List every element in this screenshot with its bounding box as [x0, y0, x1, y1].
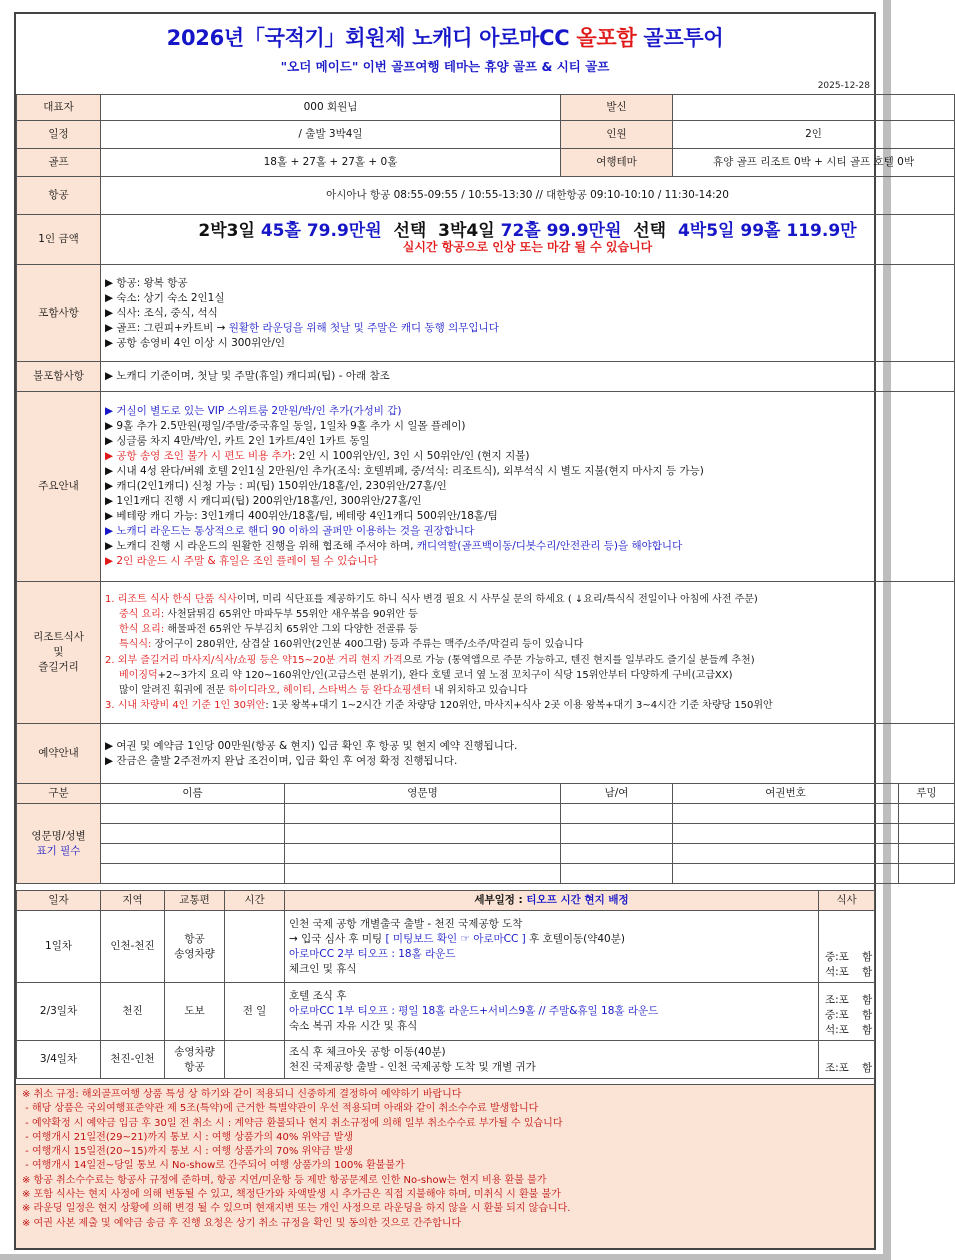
policy-line: ※ 포함 식사는 현지 사정에 의해 변동될 수 있고, 책정단가와 차액발생 시 추가금은 직접 지불해야 하며, 미취식 시 환불 불가	[22, 1189, 561, 1201]
included-golf-text: ▶ 골프: 그린피+카트비 →	[105, 321, 229, 334]
itin-detail	[285, 1041, 819, 1079]
resort-l7-text: 많이 알려진 훠궈에 전문	[119, 684, 229, 696]
air-value: 아시아나 항공 08:55-09:55 / 10:55-13:30 // 대한항공 09:10-10:10 / 11:30-14:20	[101, 177, 955, 215]
resort-l4-hl: 특식식:	[119, 639, 152, 651]
schedule-label: 일정	[17, 121, 101, 149]
row-schedule	[17, 121, 955, 149]
note-item	[105, 524, 950, 539]
itin-detail-text: 아로마CC 2부 티오프 : 18홀 라운드	[289, 947, 456, 960]
resort-line	[105, 622, 950, 637]
itin-detail-text: 인천 국제 공항 개별출국 출발 - 천진 국제공항 도착	[289, 917, 523, 930]
note-text: ▶ 시내 4성 완다/버웨 호텔 2인1실 2만원/인 추가(조식: 호텔뷔페, 중/석식: 리조트식), 외부석식 시 별도 지불(현지 마사지 등 가능)	[105, 465, 704, 477]
passport-rooming-field[interactable]	[899, 824, 955, 844]
passport-side-b: 표기 필수	[36, 844, 81, 857]
passport-number-field[interactable]	[673, 804, 899, 824]
resort-l1-text: 이며, 미리 식단표를 제공하기도 하니 식사 변경 필요 시 사무실 문의 하세요 ( ↓요리/특식식 전일이나 아침에 사전 주문)	[236, 593, 758, 605]
resort-line	[105, 607, 950, 622]
row-notes	[17, 392, 955, 582]
itin-meals	[819, 983, 875, 1041]
title-end: 골프투어	[643, 26, 724, 50]
passport-number-field[interactable]	[673, 844, 899, 864]
note-item	[105, 419, 950, 434]
passport-gender-field[interactable]	[561, 844, 673, 864]
included-list	[101, 265, 955, 362]
itin-time	[225, 1041, 285, 1079]
note-text: ▶ 베테랑 캐디 가능: 3인1캐디 400위안/18홀/팀, 베테랑 4인1캐디 500위안/18홀/팀	[105, 510, 498, 522]
resort-line	[105, 592, 950, 607]
itin-header-region: 지역	[101, 891, 165, 911]
itinerary-table	[16, 890, 875, 1079]
itin-header-transport: 교통편	[165, 891, 225, 911]
row-resort	[17, 582, 955, 724]
itin-detail-line	[289, 932, 814, 947]
notes-list	[101, 392, 955, 582]
passport-header-rooming: 루밍	[899, 784, 955, 804]
note-item	[105, 554, 950, 569]
resort-line	[105, 683, 950, 698]
resort-label-line: 리조트식사	[33, 631, 84, 643]
included-item: ▶ 식사: 조식, 중식, 석식	[105, 306, 218, 319]
policy-line: ※ 취소 규정: 해외골프여행 상품 특성 상 하기와 같이 적용되니 신중하게 결정하여 예약하기 바랍니다	[22, 1089, 462, 1100]
policy-line: - 여행개시 15일전(20~15)까지 통보 시 : 여행 상품가의 70% 위약금 발생	[22, 1146, 354, 1158]
itin-detail-text: 조식 후 체크아웃 공항 이동(40분)	[289, 1045, 446, 1058]
resort-l2-hl: 중식 요리:	[119, 608, 165, 620]
resort-line	[105, 653, 950, 668]
excluded-text: ▶ 노캐디 기준이며, 첫날 및 주말(휴일) 캐디피(팁) - 아래 참조	[101, 362, 955, 392]
notes-label: 주요안내	[17, 392, 101, 582]
policy-line: ※ 여권 사본 제출 및 예약금 송금 후 진행 요청은 상기 취소 규정을 확인 및 동의한 것으로 간주합니다	[22, 1217, 462, 1229]
itin-detail	[285, 983, 819, 1041]
itin-transport	[165, 1041, 225, 1079]
row-price	[17, 215, 955, 265]
resort-l8-hl: 3. 시내 차량비 4인 기준 1인 30위안	[105, 700, 266, 712]
itin-meal-item: 중:포 함	[825, 951, 873, 963]
price-option-1-nights: 2박3일	[198, 221, 255, 241]
passport-english-field[interactable]	[285, 864, 561, 884]
price-cell	[101, 215, 955, 265]
resort-l7-end: 내 위치하고 있습니다	[430, 684, 528, 696]
note-text: ▶ 1인1캐디 진행 시 캐디피(팁) 200위안/18홀/인, 300위안/27홀/인	[105, 495, 422, 507]
theme-value: 휴양 골프 리조트 0박 + 시티 골프 호텔 0박	[673, 149, 955, 177]
passport-header-passport: 여권번호	[673, 784, 899, 804]
note-item	[105, 509, 950, 524]
doc-subtitle: "오더 메이드" 이번 골프여행 테마는 휴양 골프 & 시티 골프	[280, 59, 610, 74]
itin-detail-line	[289, 1060, 814, 1075]
itin-detail-line	[289, 917, 814, 932]
passport-rooming-field[interactable]	[899, 864, 955, 884]
itin-transport-item: 도보	[184, 1005, 205, 1017]
resort-line	[105, 637, 950, 652]
passport-header-english: 영문명	[285, 784, 561, 804]
itin-transport	[165, 983, 225, 1041]
people-label: 인원	[561, 121, 673, 149]
included-item: ▶ 공항 송영비 4인 이상 시 300위안/인	[105, 336, 286, 349]
itin-detail-text: 체크인 및 휴식	[289, 962, 357, 975]
itin-detail-text-end: 후 호텔이동(약40분)	[525, 932, 625, 945]
itin-header-detail-note: 티오프 시간 현지 배정	[526, 894, 629, 906]
note-text: ▶ 2인 라운드 시 주말 & 휴일은 조인 플레이 될 수 있습니다	[105, 555, 378, 567]
passport-header-type: 구분	[17, 784, 101, 804]
resort-l2-text: 사천닭튀김 65위안 마파두부 55위안 새우볶음 90위안 등	[164, 608, 418, 620]
itin-header-detail-text: 세부일정 :	[474, 894, 527, 906]
itin-detail-line	[289, 1019, 814, 1034]
itin-transport	[165, 911, 225, 983]
rep-label: 대표자	[17, 95, 101, 121]
passport-rooming-field[interactable]	[899, 844, 955, 864]
policy-line: ※ 항공 취소수수료는 항공사 규정에 준하며, 항공 지연/미운항 등 제반 항공문제로 인한 No-show는 현지 비용 환불 불가	[22, 1174, 547, 1186]
passport-name-field[interactable]	[101, 824, 285, 844]
included-item	[105, 321, 950, 336]
note-text: ▶ 싱글룸 차지 4만/박/인, 카트 2인 1카트/4인 1카트 동일	[105, 435, 370, 447]
row-golf	[17, 149, 955, 177]
itin-detail-line	[289, 989, 814, 1004]
resort-l7-hl: 하이디라오, 헤이티, 스타벅스 등 완다쇼핑센터	[228, 684, 431, 696]
policy-line: - 여행개시 14일전~당일 통보 시 No-show로 간주되어 여행 상품가의 100% 환불불가	[22, 1160, 405, 1172]
itin-day: 1일차	[17, 911, 101, 983]
schedule-value: / 출발 3박4일	[101, 121, 561, 149]
itin-day: 2/3일차	[17, 983, 101, 1041]
itin-detail-line	[289, 947, 814, 962]
policy-line: - 예약확정 시 예약금 입금 후 30일 전 취소 시 : 계약금 환불되나 현지 취소규정에 의해 일부 취소수수료 부가될 수 있습니다	[22, 1117, 563, 1129]
itin-header-meal: 식사	[819, 891, 875, 911]
cancellation-policy	[16, 1084, 874, 1248]
reservation-list	[101, 724, 955, 784]
note-item	[105, 404, 950, 419]
passport-english-field[interactable]	[285, 804, 561, 824]
rep-value: 000 회원님	[101, 95, 561, 121]
itin-time: 전 일	[225, 983, 285, 1041]
passport-side-label	[17, 804, 101, 884]
row-excluded	[17, 362, 955, 392]
included-golf-note: 원활한 라운딩을 위해 첫날 및 주말은 캐디 동행 의무입니다	[228, 321, 499, 334]
included-item: ▶ 항공: 왕복 항공	[105, 276, 188, 289]
policy-line: - 해당 상품은 국외여행표준약관 제 5조(특약)에 근거한 특별약관이 우선 적용되며 아래와 같이 취소수수료 발생합니다	[22, 1103, 539, 1115]
passport-gender-field[interactable]	[561, 824, 673, 844]
note-item	[105, 539, 950, 554]
resort-l5-hl: 2. 외부 즐길거리 마사지/식사/쇼핑 등은 약15~20분 거리 현지 가격	[105, 654, 403, 666]
itin-detail-text: 아로마CC 1부 티오프 : 평일 18홀 라운드+서비스9홀 // 주말&휴일 18홀 라운드	[289, 1005, 659, 1017]
title-main: 2026년「국적기」회원제 노캐디 아로마CC	[166, 26, 570, 50]
passport-row	[17, 804, 955, 824]
price-select-2: 선택	[633, 221, 667, 241]
itin-meals	[819, 911, 875, 983]
itinerary-row	[17, 1041, 875, 1079]
resort-l4-text: 장어구이 280위안, 삼겹살 160위안(2인분 400그람) 등과 주류는 맥주/소주/막걸리 등이 있습니다	[151, 639, 584, 651]
excluded-label: 불포함사항	[17, 362, 101, 392]
itin-detail-text: 호텔 조식 후	[289, 990, 347, 1002]
passport-row	[17, 844, 955, 864]
price-note: 실시간 항공으로 인상 또는 마감 될 수 있습니다	[402, 240, 653, 254]
itin-detail-line	[289, 1045, 814, 1060]
row-included	[17, 265, 955, 362]
itin-detail-line	[289, 1004, 814, 1019]
resort-l8-text: : 1곳 왕복+대기 1~2시간 기준 차량당 120위안, 마사지+식사 2곳 이용 왕복+대기 3~4시간 기준 차량당 150위안	[265, 700, 773, 712]
passport-english-field[interactable]	[285, 844, 561, 864]
passport-rooming-field[interactable]	[899, 804, 955, 824]
itinerary-header-row	[17, 891, 875, 911]
doc-title	[16, 22, 874, 52]
itin-header-time: 시간	[225, 891, 285, 911]
note-item	[105, 449, 950, 464]
itin-detail-text: → 입국 심사 후 미팅	[289, 932, 386, 945]
itin-header-detail	[285, 891, 819, 911]
itin-transport-item: 항공	[184, 932, 205, 945]
row-air	[17, 177, 955, 215]
note-item	[105, 464, 950, 479]
resort-list	[101, 582, 955, 724]
note-text: ▶ 거실이 별도로 있는 VIP 스위트룸 2만원/박/인 추가(가성비 갑)	[105, 405, 402, 417]
itin-header-day: 일자	[17, 891, 101, 911]
resort-l1-hl: 1. 리조트 식사 한식 단품 식사	[105, 593, 237, 605]
note-text: ▶ 노캐디 진행 시 라운드의 원활한 진행을 위해 협조해 주셔야 하며,	[105, 540, 417, 552]
price-option-1-value: 45홀 79.9만원	[260, 221, 382, 241]
itin-transport-item: 송영차량	[174, 1045, 215, 1058]
itin-meal-item: 조:포 함	[825, 1062, 873, 1074]
note-text-rest: : 2인 시 100위안/인, 3인 시 50위안/인 (현지 지불)	[291, 450, 530, 462]
resort-label	[17, 582, 101, 724]
page-shadow-bottom	[0, 1254, 891, 1260]
itin-meal-item: 조:포 함	[825, 994, 873, 1006]
note-item	[105, 434, 950, 449]
note-text: ▶ 공항 송영 조인 불가 시 편도 비용 추가	[105, 450, 292, 462]
price-option-3-nights: 4박5일	[677, 221, 735, 241]
itinerary-row	[17, 983, 875, 1041]
itin-region: 인천-천진	[101, 911, 165, 983]
itin-meal-item: 중:포 함	[825, 1009, 873, 1021]
reservation-label: 예약안내	[17, 724, 101, 784]
itin-day: 3/4일차	[17, 1041, 101, 1079]
itin-meal-item: 석:포 함	[825, 966, 873, 978]
passport-gender-field[interactable]	[561, 864, 673, 884]
resort-line	[105, 698, 950, 713]
note-text: ▶ 9홀 추가 2.5만원(평일/주말/중국휴일 동일, 1일차 9홀 추가 시 일몰 플레이)	[105, 420, 466, 432]
sender-label: 발신	[561, 95, 673, 121]
doc-date: 2025-12-28	[817, 81, 870, 91]
itin-detail-text: 숙소 복귀 자유 시간 및 휴식	[289, 1020, 418, 1032]
passport-header-gender: 남/여	[561, 784, 673, 804]
note-item	[105, 479, 950, 494]
sender-value	[673, 95, 955, 121]
included-item: ▶ 숙소: 상기 숙소 2인1실	[105, 291, 225, 304]
resort-l6-hl: 베이징덕	[119, 669, 158, 681]
resort-label-line: 즐길거리	[38, 661, 79, 673]
price-options	[101, 221, 954, 241]
passport-header-name: 이름	[101, 784, 285, 804]
price-option-3-value: 99홀 119.9만	[740, 221, 857, 241]
passport-name-field[interactable]	[101, 844, 285, 864]
title-highlight: 올포함	[576, 26, 637, 50]
itin-transport-item: 송영차량	[174, 947, 215, 960]
price-select-1: 선택	[393, 221, 427, 241]
resort-label-line: 및	[53, 646, 64, 658]
resort-l5-text: 으로 가능 (통역앱으로 주문 가능하고, 텐진 현지를 일부라도 즐기실 분들께 추천)	[402, 654, 755, 666]
passport-number-field[interactable]	[673, 824, 899, 844]
itin-meal-item: 석:포 함	[825, 1024, 873, 1036]
resort-l6-text: +2~3가지 요리 약 120~160위안/인(고급스런 분위기), 완다 호텔 코너 옆 노점 꼬치구이 식당 15위안부터 다양하게 구비(고급XX)	[157, 669, 733, 681]
itin-region: 천진-인천	[101, 1041, 165, 1079]
itin-time	[225, 911, 285, 983]
golf-label: 골프	[17, 149, 101, 177]
itin-region: 천진	[101, 983, 165, 1041]
air-label: 항공	[17, 177, 101, 215]
itin-detail-text: 천진 국제공항 출발 - 인천 국제공항 도착 및 개별 귀가	[289, 1060, 536, 1073]
info-table	[16, 94, 955, 884]
itinerary-row	[17, 911, 875, 983]
note-text-highlight: 캐디역할(골프백이동/디봇수리/안전관리 등)을 해야합니다	[416, 540, 683, 552]
golf-value: 18홀 + 27홀 + 27홀 + 0홀	[101, 149, 561, 177]
price-label: 1인 금액	[17, 215, 101, 265]
reservation-item: ▶ 잔금은 출발 2주전까지 완납 조건이며, 입금 확인 후 여정 확정 진행됩니다.	[105, 754, 458, 767]
passport-row	[17, 824, 955, 844]
passport-header-row	[17, 784, 955, 804]
itin-detail	[285, 911, 819, 983]
reservation-item: ▶ 여권 및 예약금 1인당 00만원(항공 & 현지) 입금 확인 후 항공 및 현지 예약 진행됩니다.	[105, 739, 518, 752]
resort-l3-hl: 한식 요리:	[119, 624, 165, 636]
policy-line: ※ 라운딩 일정은 현지 상황에 의해 변경 될 수 있으며 현재지변 또는 개인 사정으로 라운딩을 하지 않을 시 환불 되지 않습니다.	[22, 1203, 571, 1215]
tour-document	[14, 12, 937, 1250]
passport-name-field[interactable]	[101, 864, 285, 884]
policy-line: - 여행개시 21일전(29~21)까지 통보 시 : 여행 상품가의 40% 위약금 발생	[22, 1131, 354, 1143]
itin-detail-line	[289, 962, 814, 977]
passport-row	[17, 864, 955, 884]
itin-transport-item: 항공	[184, 1060, 205, 1073]
note-item	[105, 494, 950, 509]
passport-name-field[interactable]	[101, 804, 285, 824]
itin-meals	[819, 1041, 875, 1079]
passport-english-field[interactable]	[285, 824, 561, 844]
price-option-2-nights: 3박4일	[438, 221, 495, 241]
passport-side-a: 영문명/성별	[31, 829, 86, 842]
itin-detail-meeting-board: [ 미팅보드 확인 ☞ 아로마CC ]	[385, 932, 526, 945]
note-text: ▶ 캐디(2인1캐디) 신청 가능 : 피(팁) 150위안/18홀/인, 230위안/27홀/인	[105, 480, 447, 492]
resort-line	[105, 668, 950, 683]
resort-l3-text: 해물파전 65위안 두부김치 65위안 그외 다양한 전골류 등	[164, 624, 418, 636]
passport-number-field[interactable]	[673, 864, 899, 884]
theme-label: 여행테마	[561, 149, 673, 177]
included-label: 포함사항	[17, 265, 101, 362]
row-rep	[17, 95, 955, 121]
price-option-2-value: 72홀 99.9만원	[500, 221, 622, 241]
itinerary-body	[17, 911, 875, 1079]
note-text: ▶ 노캐디 라운드는 통상적으로 핸디 90 이하의 골퍼만 이용하는 것을 권장합니다	[105, 525, 475, 537]
people-value: 2인	[673, 121, 955, 149]
passport-gender-field[interactable]	[561, 804, 673, 824]
row-reservation	[17, 724, 955, 784]
